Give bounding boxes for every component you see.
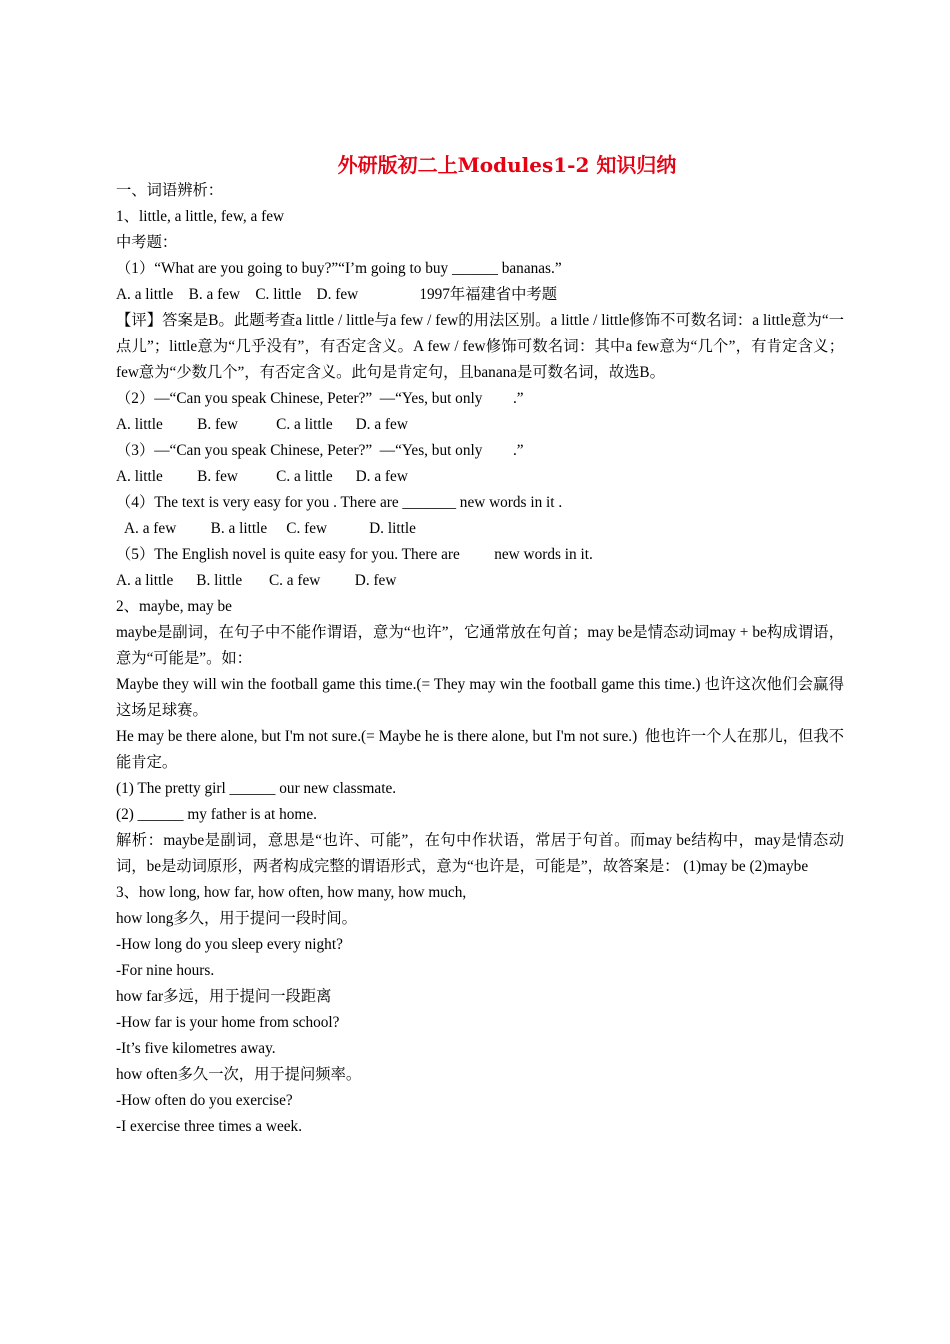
question-4-options: A. a few B. a little C. few D. little [124,520,416,537]
usage-note: how far多远，用于提问一段距离 [116,988,332,1005]
topic-heading: 3、how long, how far, how often, how many, how much, [116,884,467,901]
question-2: （2）—“Can you speak Chinese, Peter?” —“Yes, but only .” [116,390,524,407]
explanation-paragraph: maybe是副词，在句子中不能作谓语，意为“也许”，它通常放在句首；may be是情态动词may + be构成谓语，意为“可能是”。如： [116,624,844,667]
exam-label: 中考题： [116,234,178,251]
analysis-paragraph: 解析：maybe是副词，意思是“也许、可能”，在句中作状语，常居于句首。而may be结构中，may是情态动词，be是动词原形，两者构成完整的谓语形式，意为“也许是，可能是”，故答案是： (1)may be (2)maybe [116,832,844,875]
question-4: （4）The text is very easy for you . There are _______ new words in it . [116,494,563,511]
question-1: （1）“What are you going to buy?”“I’m going to buy ______ bananas.” [116,260,562,277]
topic-heading: 1、little, a little, few, a few [116,208,285,225]
dialogue-line: -How far is your home from school? [116,1014,340,1031]
question-3-options: A. little B. few C. a little D. a few [116,468,408,485]
exercise-item: (1) The pretty girl ______ our new classmate. [116,780,397,797]
example-sentence: He may be there alone, but I'm not sure.(= Maybe he is there alone, but I'm not sure.) 他也许一个人在那儿，但我不能肯定。 [116,728,844,771]
document-body [116,178,844,1140]
section-heading: 一、词语辨析： [116,182,224,199]
question-5: （5）The English novel is quite easy for you. There are new words in it. [116,546,593,563]
question-5-options: A. a little B. little C. a few D. few [116,572,397,589]
question-3: （3）—“Can you speak Chinese, Peter?” —“Yes, but only .” [116,442,524,459]
question-2-options: A. little B. few C. a little D. a few [116,416,408,433]
dialogue-line: -I exercise three times a week. [116,1118,303,1135]
question-1-options: A. a little B. a few C. little D. few 1997年福建省中考题 [116,286,558,303]
example-sentence: Maybe they will win the football game this time.(= They may win the football game this time.) 也许这次他们会赢得这场足球赛。 [116,676,844,719]
topic-heading: 2、maybe, may be [116,598,232,615]
question-1-comment: 【评】答案是B。此题考查a little / little与a few / few的用法区别。a little / little修饰不可数名词：a little意为“一点儿”；little意为“几乎没有”，有否定含义。A few / few修饰可数名词：其中a few意为“几个”，有肯定含义；few意为“少数几个”，有否定含义。此句是肯定句，且banana是可数名词，故选B。 [116,312,844,381]
usage-note: how often多久一次，用于提问频率。 [116,1066,362,1083]
dialogue-line: -For nine hours. [116,962,215,979]
document-title: 外研版初二上Modules1-2 知识归纳 [337,153,677,177]
exercise-item: (2) ______ my father is at home. [116,806,317,823]
usage-note: how long多久，用于提问一段时间。 [116,910,357,927]
dialogue-line: -How long do you sleep every night? [116,936,343,953]
dialogue-line: -How often do you exercise? [116,1092,293,1109]
dialogue-line: -It’s five kilometres away. [116,1040,276,1057]
